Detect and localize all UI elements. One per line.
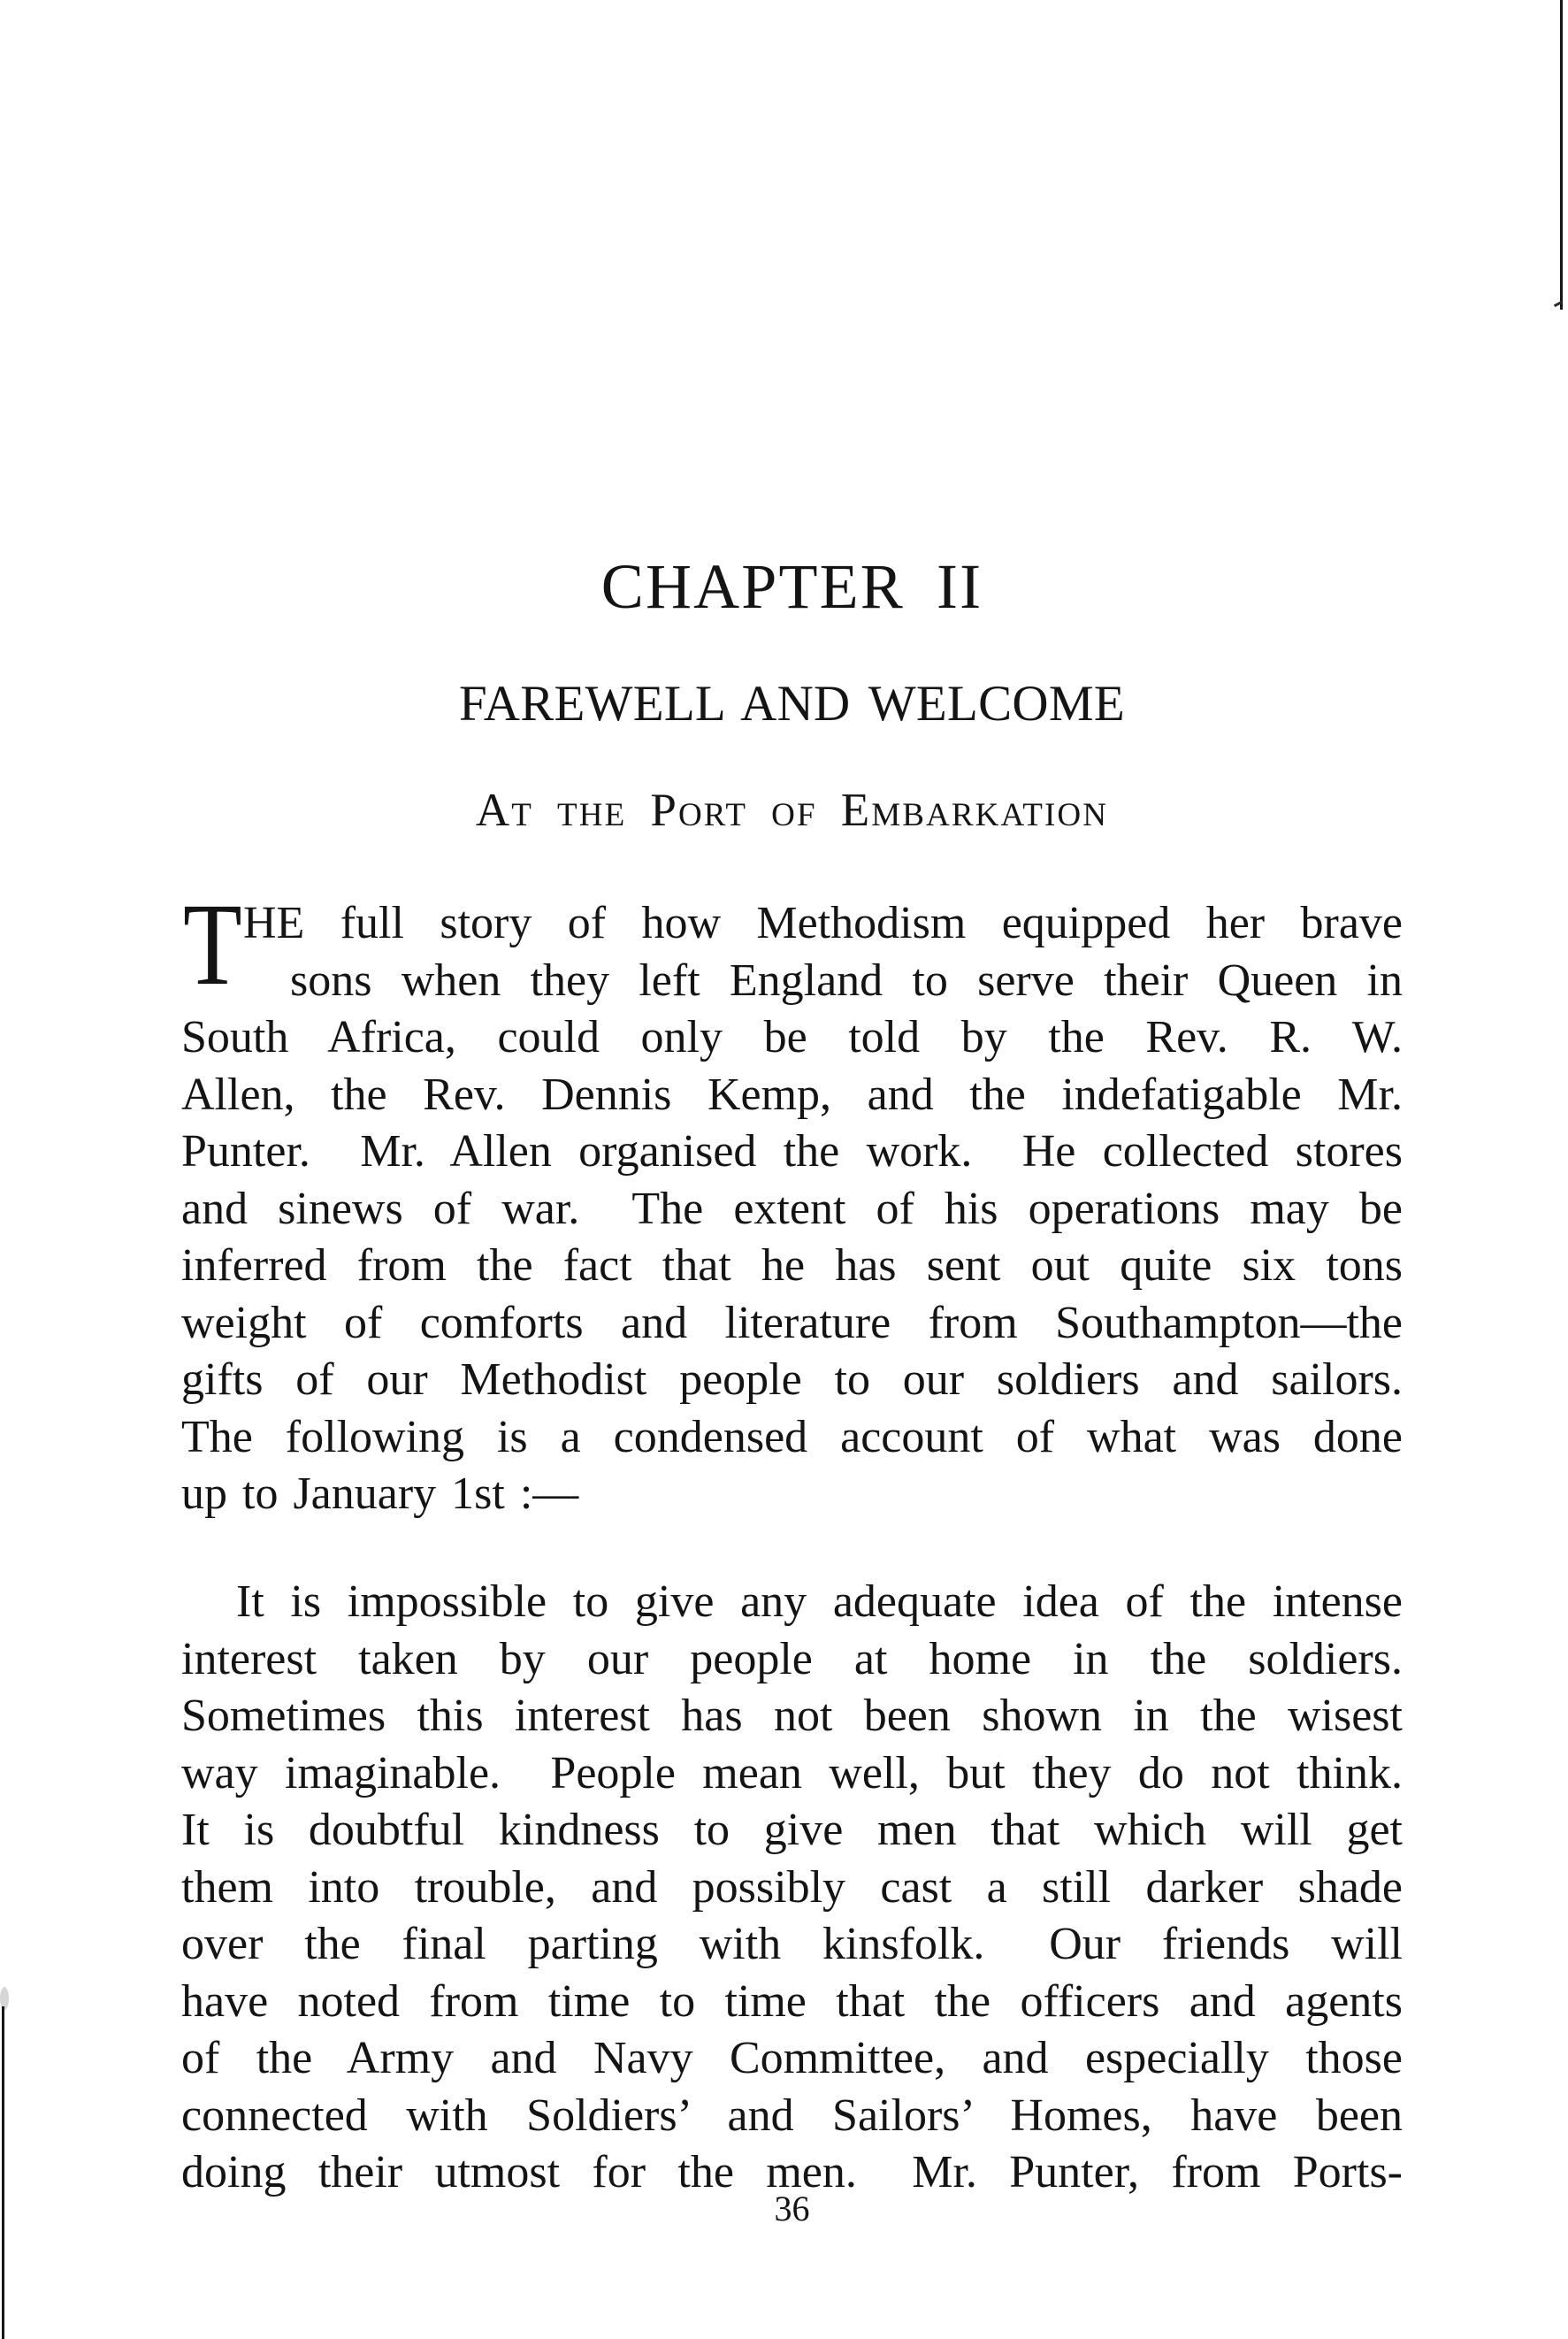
- text-line: sons when they left England to serve their Queen in: [290, 955, 1403, 1006]
- text-line: gifts of our Methodist people to our soldiers and sailors.: [181, 1354, 1403, 1405]
- paragraph-2: [181, 1574, 1403, 2202]
- text-line: It is impossible to give any adequate idea of the intense: [236, 1576, 1403, 1627]
- chapter-subtitle: At the Port of Embarkation: [475, 785, 1109, 836]
- text-line: It is doubtful kindness to give men that which will get: [181, 1805, 1403, 1855]
- text-line: have noted from time to time that the officers and agents: [181, 1975, 1403, 2027]
- text-line: of the Army and Navy Committee, and especially those: [181, 2033, 1403, 2083]
- page-content: [181, 0, 1403, 2339]
- chapter-heading: CHAPTER II: [600, 551, 983, 622]
- text-line: over the final parting with kinsfolk. Our friends will: [181, 1919, 1403, 1969]
- text-line: them into trouble, and possibly cast a still darker shade: [181, 1861, 1403, 1913]
- text-line: weight of comforts and literature from Southampton—the: [181, 1297, 1403, 1348]
- text-line: inferred from the fact that he has sent out quite six tons: [181, 1240, 1403, 1291]
- paragraph-1: [181, 895, 1403, 1523]
- chapter-title: FAREWELL AND WELCOME: [459, 676, 1125, 732]
- text-line: Punter. Mr. Allen organised the work. He collected stores: [181, 1126, 1403, 1177]
- text-line: interest taken by our people at home in the soldiers.: [181, 1633, 1403, 1684]
- text-line: doing their utmost for the men. Mr. Punter, from Ports-: [181, 2147, 1403, 2197]
- drop-cap: T: [183, 878, 242, 1009]
- text-line: The following is a condensed account of what was done: [181, 1411, 1403, 1462]
- text-line: connected with Soldiers’ and Sailors’ Homes, have been: [181, 2090, 1403, 2141]
- text-line: up to January 1st :—: [181, 1469, 579, 1519]
- text-line: South Africa, could only be told by the Rev. R. W.: [181, 1012, 1403, 1062]
- text-line: Allen, the Rev. Dennis Kemp, and the indefatigable Mr.: [181, 1069, 1403, 1120]
- scan-edge-line-right: [1560, 0, 1563, 310]
- text-line: Sometimes this interest has not been shown in the wisest: [181, 1691, 1403, 1741]
- text-line: way imaginable. People mean well, but they do not think.: [181, 1747, 1403, 1798]
- scan-edge-line-left: [2, 2006, 4, 2339]
- text-line: HE full story of how Methodism equipped her brave: [243, 898, 1403, 948]
- text-line: and sinews of war. The extent of his operations may be: [181, 1183, 1403, 1234]
- page-number: 36: [774, 2189, 810, 2228]
